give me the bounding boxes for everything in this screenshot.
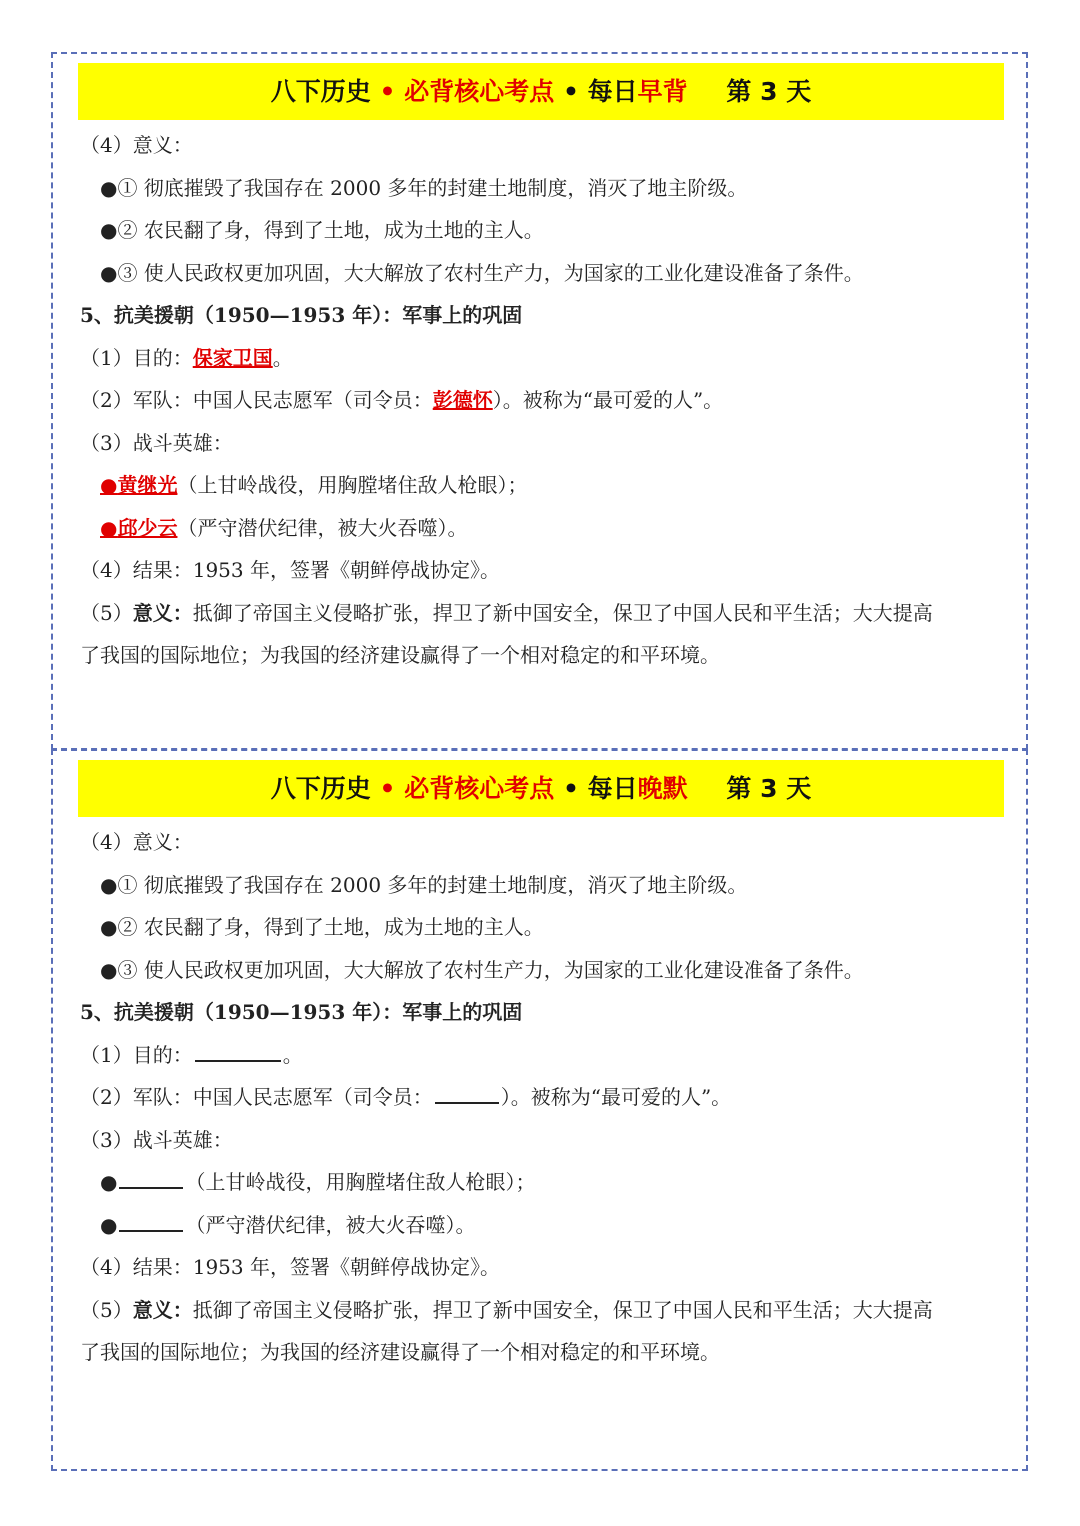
result-line: （4）结果：1953 年，签署《朝鲜停战协定》。	[80, 1255, 500, 1279]
meaning-line	[80, 592, 1010, 635]
army-blank[interactable]	[435, 1080, 499, 1104]
meaning-line	[80, 1289, 1010, 1332]
significance-item: ●① 彻底摧毁了我国存在 2000 多年的封建土地制度，消灭了地主阶级。	[100, 175, 748, 200]
hero-item	[80, 1204, 1010, 1247]
banner-dot: •	[562, 77, 579, 106]
hero-blank[interactable]	[119, 1208, 183, 1232]
banner-mode: 早背	[637, 77, 688, 106]
banner-subject: 八下历史	[270, 774, 371, 803]
significance-item: ●③ 使人民政权更加巩固，大大解放了农村生产力，为国家的工业化建设准备了条件。	[100, 957, 864, 982]
significance-item: ●② 农民翻了身，得到了土地，成为土地的主人。	[100, 915, 544, 939]
purpose-label: （1）目的：	[80, 1042, 193, 1067]
army-label: （2）军队：中国人民志愿军（司令员：	[80, 388, 433, 412]
hero-blank[interactable]	[119, 1165, 183, 1189]
hero-bullet: ●	[100, 1212, 118, 1237]
hero-desc: （上甘岭战役，用胸膛堵住敌人枪眼）；	[185, 1170, 536, 1194]
significance-item: ●③ 使人民政权更加巩固，大大解放了农村生产力，为国家的工业化建设准备了条件。	[100, 260, 864, 285]
meaning-prefix: （5）	[80, 1297, 133, 1322]
significance-item: ●② 农民翻了身，得到了土地，成为土地的主人。	[100, 218, 544, 242]
banner-dot: •	[379, 774, 396, 803]
hero-bullet: ●	[100, 515, 118, 540]
hero-item	[80, 1161, 1010, 1204]
banner-day: 第 3 天	[726, 774, 812, 803]
section-title: 5、抗美援朝（1950—1953 年）：军事上的巩固	[80, 1000, 523, 1024]
banner-mode: 晚默	[637, 774, 688, 803]
army-end: ）。被称为“最可爱的人”。	[492, 388, 724, 412]
meaning-label: 意义：	[132, 600, 193, 625]
hero-name: 黄继光	[117, 473, 178, 497]
significance-heading: （4）意义：	[80, 830, 193, 854]
purpose-line	[80, 337, 1010, 380]
evening-dictation-card	[51, 749, 1028, 1471]
heroes-heading: （3）战斗英雄：	[80, 1127, 233, 1152]
card-title-banner	[78, 63, 1004, 120]
banner-subject: 八下历史	[270, 77, 371, 106]
banner-dot: •	[379, 77, 396, 106]
army-label: （2）军队：中国人民志愿军（司令员：	[80, 1085, 433, 1109]
army-line	[80, 1076, 1010, 1119]
significance-item: ●① 彻底摧毁了我国存在 2000 多年的封建土地制度，消灭了地主阶级。	[100, 872, 748, 897]
morning-recite-card	[51, 52, 1028, 750]
hero-desc: （严守潜伏纪律，被大火吞噬）。	[185, 1212, 476, 1237]
banner-dot: •	[562, 774, 579, 803]
banner-highlight: 必背核心考点	[404, 77, 555, 106]
meaning-text: 抵御了帝国主义侵略扩张，捍卫了新中国安全，保卫了中国人民和平生活；大大提高	[192, 1297, 933, 1322]
hero-item	[80, 464, 1010, 507]
banner-day: 第 3 天	[726, 77, 812, 106]
significance-heading: （4）意义：	[80, 133, 193, 157]
meaning-text: 抵御了帝国主义侵略扩张，捍卫了新中国安全，保卫了中国人民和平生活；大大提高	[192, 600, 933, 625]
hero-name: 邱少云	[117, 515, 178, 540]
hero-item	[80, 507, 1010, 550]
card-body	[80, 821, 1010, 1374]
purpose-blank[interactable]	[195, 1038, 281, 1062]
meaning-prefix: （5）	[80, 600, 133, 625]
card-title-banner	[78, 760, 1004, 817]
section-title: 5、抗美援朝（1950—1953 年）：军事上的巩固	[80, 303, 523, 327]
hero-desc: （严守潜伏纪律，被大火吞噬）。	[177, 515, 468, 540]
meaning-label: 意义：	[132, 1297, 193, 1322]
heroes-heading: （3）战斗英雄：	[80, 430, 233, 455]
army-answer: 彭德怀	[432, 388, 493, 412]
result-line: （4）结果：1953 年，签署《朝鲜停战协定》。	[80, 558, 500, 582]
card-body	[80, 124, 1010, 677]
purpose-end: 。	[272, 345, 293, 370]
army-end: ）。被称为“最可爱的人”。	[500, 1085, 732, 1109]
hero-bullet: ●	[100, 473, 118, 497]
meaning-continuation: 了我国的国际地位；为我国的经济建设赢得了一个相对稳定的和平环境。	[80, 643, 720, 667]
army-line	[80, 379, 1010, 422]
banner-daily: 每日	[587, 774, 638, 803]
purpose-label: （1）目的：	[80, 345, 193, 370]
purpose-answer: 保家卫国	[192, 345, 273, 370]
hero-bullet: ●	[100, 1170, 118, 1194]
meaning-continuation: 了我国的国际地位；为我国的经济建设赢得了一个相对稳定的和平环境。	[80, 1340, 720, 1364]
banner-daily: 每日	[587, 77, 638, 106]
banner-highlight: 必背核心考点	[404, 774, 555, 803]
purpose-end: 。	[282, 1042, 303, 1067]
purpose-line	[80, 1034, 1010, 1077]
hero-desc: （上甘岭战役，用胸膛堵住敌人枪眼）；	[177, 473, 528, 497]
